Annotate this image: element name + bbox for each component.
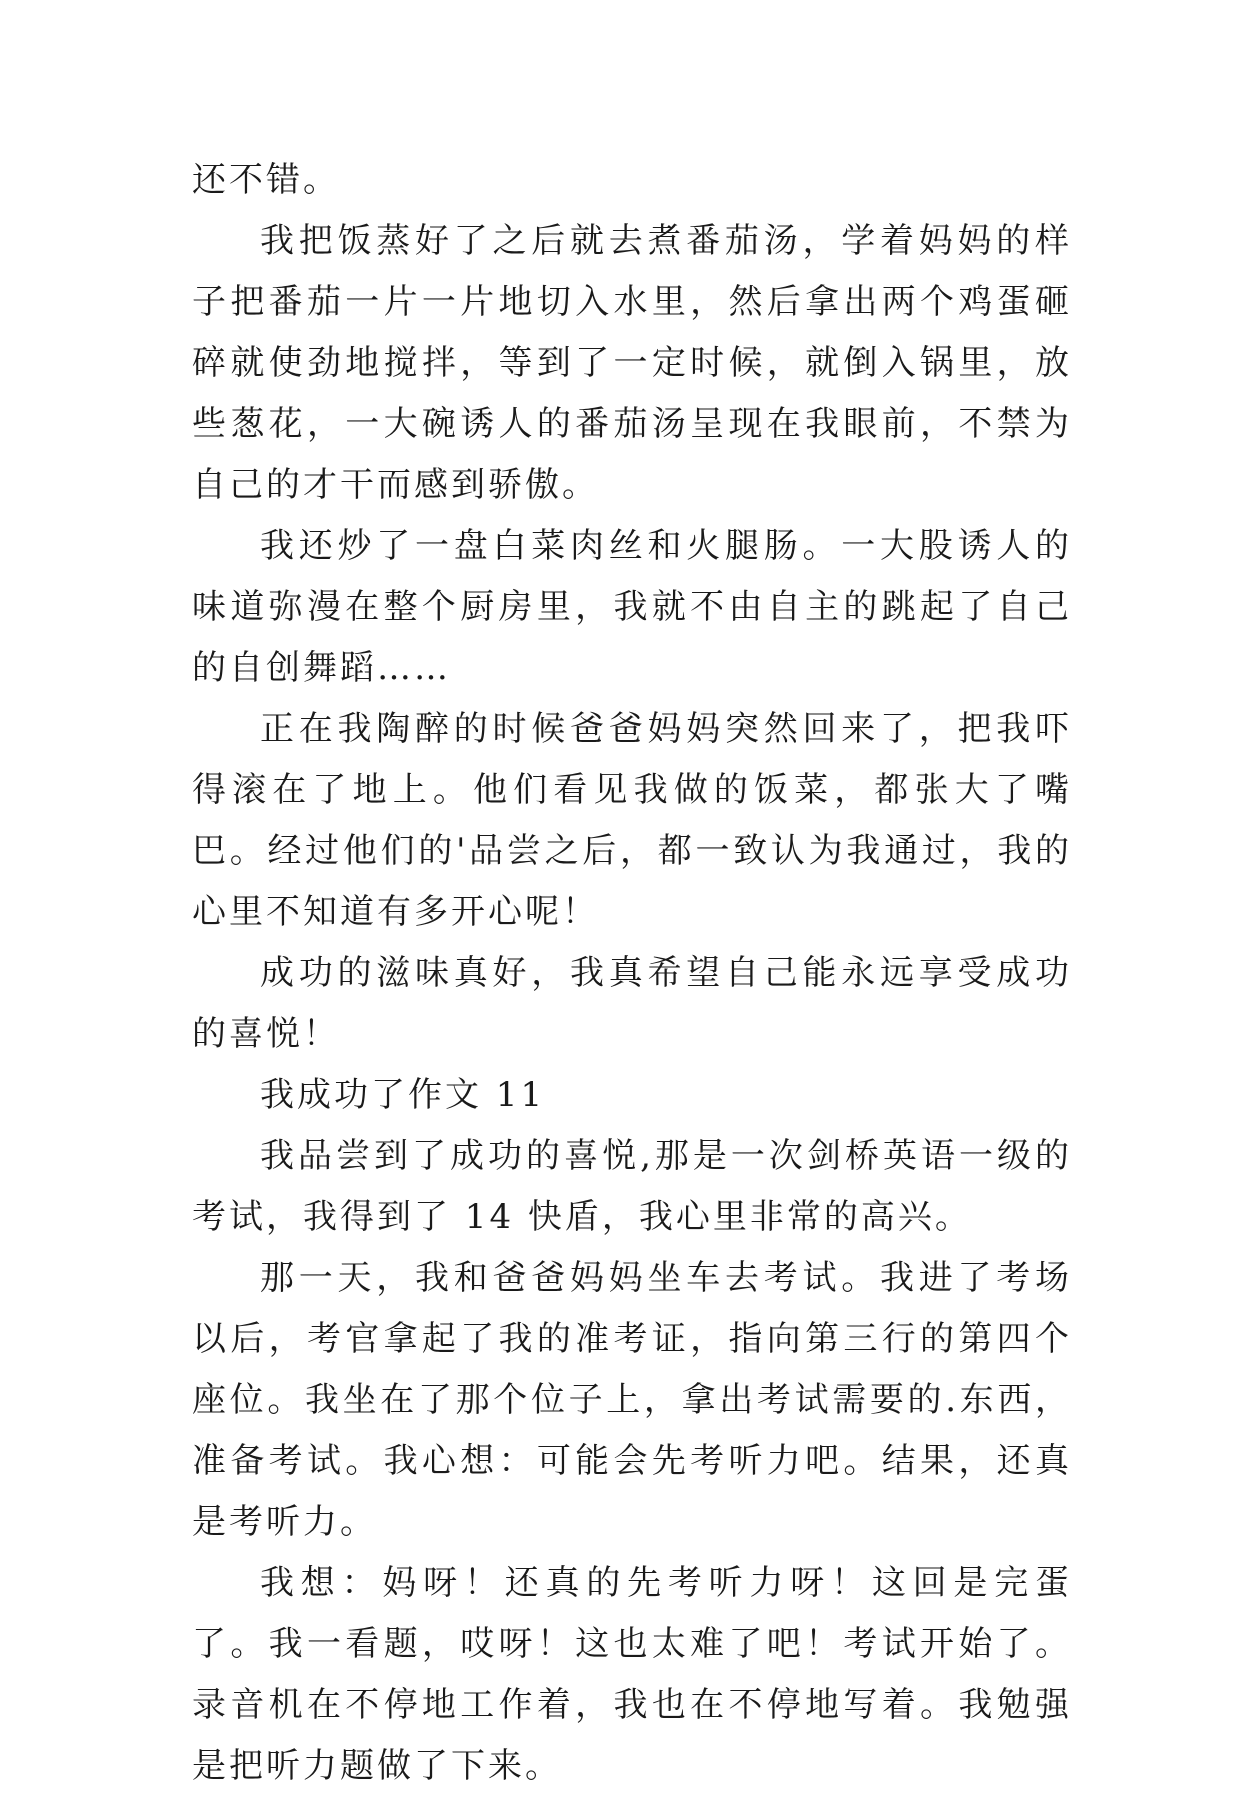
paragraph-continuation: 还不错。 — [192, 160, 340, 200]
paragraph-tomato-soup: 我把饭蒸好了之后就去煮番茄汤，学着妈妈的样子把番茄一片一片地切入水里，然后拿出两个鸡蛋砸碎就使劲地搅拌，等到了一定时候，就倒入锅里，放些葱花，一大碗诱人的番茄汤呈现在我眼前，不禁为自己的才干而感到骄傲。 — [192, 221, 1072, 505]
paragraph-exam-day: 那一天，我和爸爸妈妈坐车去考试。我进了考场以后，考官拿起了我的准考证，指向第三行的第四个座位。我坐在了那个位子上，拿出考试需要的.东西，准备考试。我心想：可能会先考听力吧。结果，还真是考听力。 — [192, 1258, 1072, 1542]
paragraph-cambridge-exam: 我品尝到了成功的喜悦,那是一次剑桥英语一级的考试，我得到了 14 快盾，我心里非常的高兴。 — [192, 1136, 1072, 1237]
paragraph-parents-return: 正在我陶醉的时候爸爸妈妈突然回来了，把我吓得滚在了地上。他们看见我做的饭菜，都张大了嘴巴。经过他们的'品尝之后，都一致认为我通过，我的心里不知道有多开心呢！ — [192, 709, 1072, 932]
paragraph-success-taste: 成功的滋味真好，我真希望自己能永远享受成功的喜悦！ — [192, 953, 1072, 1054]
paragraph-cabbage-dish: 我还炒了一盘白菜肉丝和火腿肠。一大股诱人的味道弥漫在整个厨房里，我就不由自主的跳起了自己的自创舞蹈…… — [192, 526, 1072, 688]
document-body — [192, 150, 1072, 1797]
essay-heading: 我成功了作文 11 — [260, 1075, 546, 1115]
paragraph-listening-test: 我想：妈呀！还真的先考听力呀！这回是完蛋了。我一看题，哎呀！这也太难了吧！考试开始了。录音机在不停地工作着，我也在不停地写着。我勉强是把听力题做了下来。 — [192, 1563, 1072, 1786]
